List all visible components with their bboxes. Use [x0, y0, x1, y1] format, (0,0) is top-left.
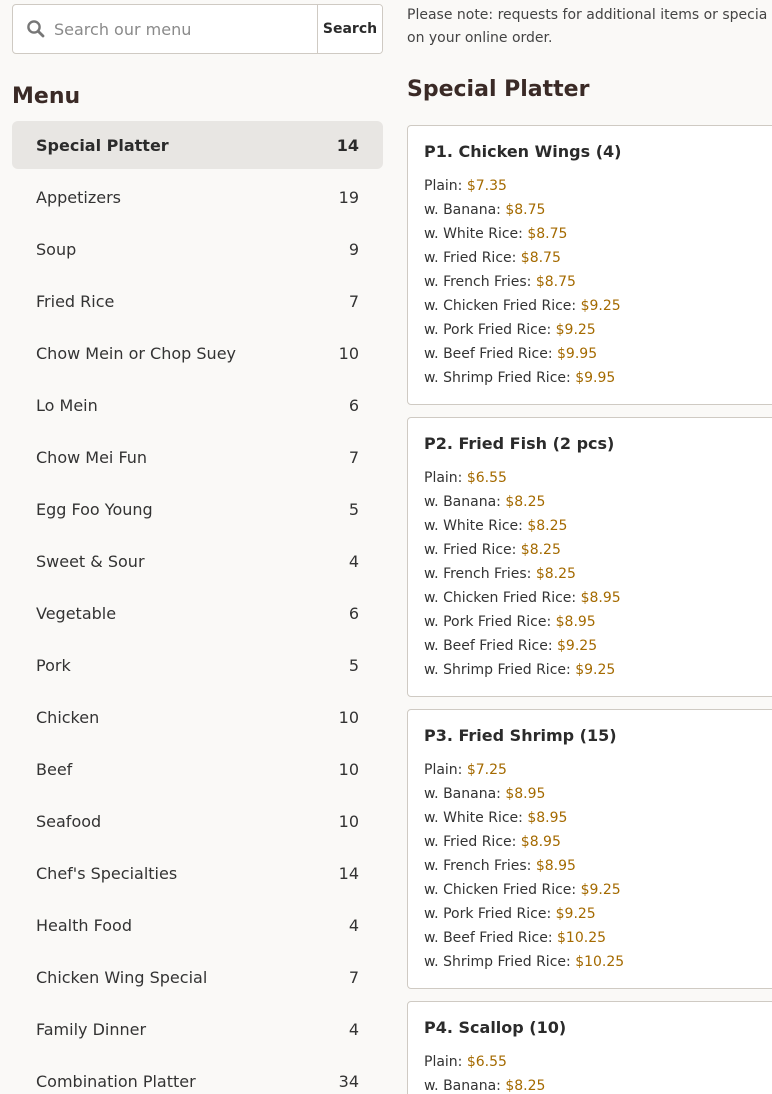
price-label: w. Pork Fried Rice:	[424, 614, 552, 630]
category-item-chicken[interactable]	[12, 693, 383, 741]
category-label: Chow Mei Fun	[36, 447, 148, 467]
menu-item-card[interactable]	[407, 1001, 772, 1094]
price-label: w. Beef Fried Rice:	[424, 638, 553, 654]
price-value: $9.25	[575, 662, 616, 678]
price-row	[424, 490, 770, 514]
price-label: Plain:	[424, 178, 463, 194]
price-label: w. Shrimp Fried Rice:	[424, 954, 571, 970]
price-row	[424, 222, 770, 246]
price-row	[424, 198, 770, 222]
category-label: Pork	[36, 655, 71, 675]
category-item-egg-foo-young[interactable]	[12, 485, 383, 533]
category-item-pork[interactable]	[12, 641, 383, 689]
category-count: 14	[336, 135, 359, 155]
category-item-appetizers[interactable]	[12, 173, 383, 221]
price-value: $8.95	[520, 834, 561, 850]
price-value: $9.25	[580, 298, 621, 314]
category-item-combination-platter[interactable]	[12, 1057, 383, 1094]
price-value: $8.25	[505, 494, 546, 510]
price-label: w. Fried Rice:	[424, 250, 517, 266]
price-label: w. French Fries:	[424, 274, 532, 290]
price-value: $8.75	[527, 226, 568, 242]
price-value: $8.95	[535, 858, 576, 874]
category-count: 7	[348, 967, 359, 987]
price-value: $9.25	[555, 322, 596, 338]
price-row	[424, 830, 770, 854]
category-item-family-dinner[interactable]	[12, 1005, 383, 1053]
price-value: $8.25	[535, 566, 576, 582]
category-count: 19	[338, 187, 359, 207]
price-value: $8.25	[527, 518, 568, 534]
category-count: 5	[348, 655, 359, 675]
price-row	[424, 366, 770, 390]
category-label: Lo Mein	[36, 395, 98, 415]
price-row	[424, 902, 770, 926]
search-input[interactable]	[54, 5, 317, 53]
category-count: 14	[338, 863, 359, 883]
price-label: w. Fried Rice:	[424, 834, 517, 850]
price-value: $8.95	[505, 786, 546, 802]
order-notice-line-1: Please note: requests for additional items or specia	[407, 7, 768, 23]
price-value: $9.25	[555, 906, 596, 922]
category-label: Chicken	[36, 707, 100, 727]
order-notice	[407, 4, 772, 50]
price-value: $8.75	[535, 274, 576, 290]
price-value: $6.55	[466, 470, 507, 486]
category-count: 4	[348, 551, 359, 571]
price-row	[424, 1050, 770, 1074]
left-column	[12, 4, 383, 1094]
price-label: w. Banana:	[424, 1078, 501, 1094]
menu-heading: Menu	[12, 84, 81, 109]
category-item-chow-mei-fun[interactable]	[12, 433, 383, 481]
category-label: Fried Rice	[36, 291, 115, 311]
price-value: $8.95	[555, 614, 596, 630]
category-item-vegetable[interactable]	[12, 589, 383, 637]
price-row	[424, 878, 770, 902]
price-row	[424, 1074, 770, 1094]
price-value: $8.25	[505, 1078, 546, 1094]
price-label: w. Banana:	[424, 786, 501, 802]
price-row	[424, 758, 770, 782]
price-label: w. Chicken Fried Rice:	[424, 298, 577, 314]
price-value: $8.25	[520, 542, 561, 558]
category-count: 10	[338, 343, 359, 363]
price-label: w. Pork Fried Rice:	[424, 322, 552, 338]
price-row	[424, 782, 770, 806]
price-label: w. White Rice:	[424, 518, 523, 534]
category-item-chefs-specialties[interactable]	[12, 849, 383, 897]
category-label: Chicken Wing Special	[36, 967, 208, 987]
price-label: w. White Rice:	[424, 810, 523, 826]
menu-item-name: P2. Fried Fish (2 pcs)	[424, 434, 615, 453]
search-button[interactable]: Search	[318, 5, 382, 53]
category-item-seafood[interactable]	[12, 797, 383, 845]
category-label: Vegetable	[36, 603, 117, 623]
price-label: Plain:	[424, 470, 463, 486]
price-label: Plain:	[424, 762, 463, 778]
order-notice-line-2: on your online order.	[407, 30, 553, 46]
search-icon	[26, 19, 46, 39]
price-value: $8.95	[580, 590, 621, 606]
section-title: Special Platter	[407, 77, 590, 102]
category-label: Health Food	[36, 915, 132, 935]
search-bar	[12, 4, 383, 54]
category-label: Combination Platter	[36, 1071, 196, 1091]
price-row	[424, 246, 770, 270]
category-count: 7	[348, 447, 359, 467]
category-label: Egg Foo Young	[36, 499, 153, 519]
price-label: w. Fried Rice:	[424, 542, 517, 558]
category-count: 7	[348, 291, 359, 311]
price-label: Plain:	[424, 1054, 463, 1070]
menu-item-card[interactable]	[407, 417, 772, 697]
category-count: 10	[338, 811, 359, 831]
price-label: w. Shrimp Fried Rice:	[424, 662, 571, 678]
main-content	[407, 4, 772, 1094]
category-list	[12, 121, 383, 1094]
menu-item-card[interactable]	[407, 125, 772, 405]
category-label: Appetizers	[36, 187, 121, 207]
price-value: $9.95	[557, 346, 598, 362]
price-value: $9.25	[557, 638, 598, 654]
category-count: 6	[348, 603, 359, 623]
price-row	[424, 562, 770, 586]
menu-item-name: P3. Fried Shrimp (15)	[424, 726, 617, 745]
price-label: w. French Fries:	[424, 566, 532, 582]
price-label: w. Shrimp Fried Rice:	[424, 370, 571, 386]
category-label: Soup	[36, 239, 77, 259]
price-label: w. Banana:	[424, 202, 501, 218]
menu-item-name: P4. Scallop (10)	[424, 1018, 567, 1037]
price-value: $8.75	[520, 250, 561, 266]
category-label: Seafood	[36, 811, 102, 831]
category-count: 4	[348, 915, 359, 935]
price-value: $8.95	[527, 810, 568, 826]
price-label: w. White Rice:	[424, 226, 523, 242]
price-row	[424, 950, 770, 974]
price-row	[424, 610, 770, 634]
category-label: Family Dinner	[36, 1019, 147, 1039]
category-item-health-food[interactable]	[12, 901, 383, 949]
category-count: 34	[338, 1071, 359, 1091]
price-row	[424, 318, 770, 342]
price-value: $10.25	[575, 954, 625, 970]
price-label: w. Banana:	[424, 494, 501, 510]
category-label: Beef	[36, 759, 73, 779]
price-row	[424, 586, 770, 610]
category-item-sweet-sour[interactable]	[12, 537, 383, 585]
menu-item-name: P1. Chicken Wings (4)	[424, 142, 622, 161]
price-row	[424, 926, 770, 950]
price-row	[424, 466, 770, 490]
category-count: 10	[338, 759, 359, 779]
category-count: 9	[348, 239, 359, 259]
category-item-lo-mein[interactable]	[12, 381, 383, 429]
category-label: Sweet & Sour	[36, 551, 145, 571]
price-value: $6.55	[466, 1054, 507, 1070]
price-row	[424, 634, 770, 658]
price-row	[424, 294, 770, 318]
category-item-chicken-wing-special[interactable]	[12, 953, 383, 1001]
price-label: w. Pork Fried Rice:	[424, 906, 552, 922]
price-value: $9.95	[575, 370, 616, 386]
category-label: Chow Mein or Chop Suey	[36, 343, 236, 363]
price-row	[424, 538, 770, 562]
search-field[interactable]	[13, 5, 318, 53]
price-row	[424, 658, 770, 682]
price-row	[424, 854, 770, 878]
category-item-soup[interactable]	[12, 225, 383, 273]
category-item-special-platter[interactable]	[12, 121, 383, 169]
category-count: 4	[348, 1019, 359, 1039]
price-value: $10.25	[557, 930, 607, 946]
category-item-chow-mein[interactable]	[12, 329, 383, 377]
price-row	[424, 806, 770, 830]
price-value: $7.35	[466, 178, 507, 194]
menu-item-card[interactable]	[407, 709, 772, 989]
category-label: Chef's Specialties	[36, 863, 178, 883]
price-label: w. Beef Fried Rice:	[424, 346, 553, 362]
category-item-beef[interactable]	[12, 745, 383, 793]
price-row	[424, 514, 770, 538]
price-value: $9.25	[580, 882, 621, 898]
category-item-fried-rice[interactable]	[12, 277, 383, 325]
price-row	[424, 342, 770, 366]
price-row	[424, 270, 770, 294]
price-value: $7.25	[466, 762, 507, 778]
price-label: w. Chicken Fried Rice:	[424, 882, 577, 898]
price-row	[424, 174, 770, 198]
menu-item-list	[407, 125, 772, 1094]
category-label: Special Platter	[36, 135, 169, 155]
category-count: 6	[348, 395, 359, 415]
price-label: w. Chicken Fried Rice:	[424, 590, 577, 606]
category-count: 10	[338, 707, 359, 727]
price-value: $8.75	[505, 202, 546, 218]
price-label: w. Beef Fried Rice:	[424, 930, 553, 946]
price-label: w. French Fries:	[424, 858, 532, 874]
category-count: 5	[348, 499, 359, 519]
